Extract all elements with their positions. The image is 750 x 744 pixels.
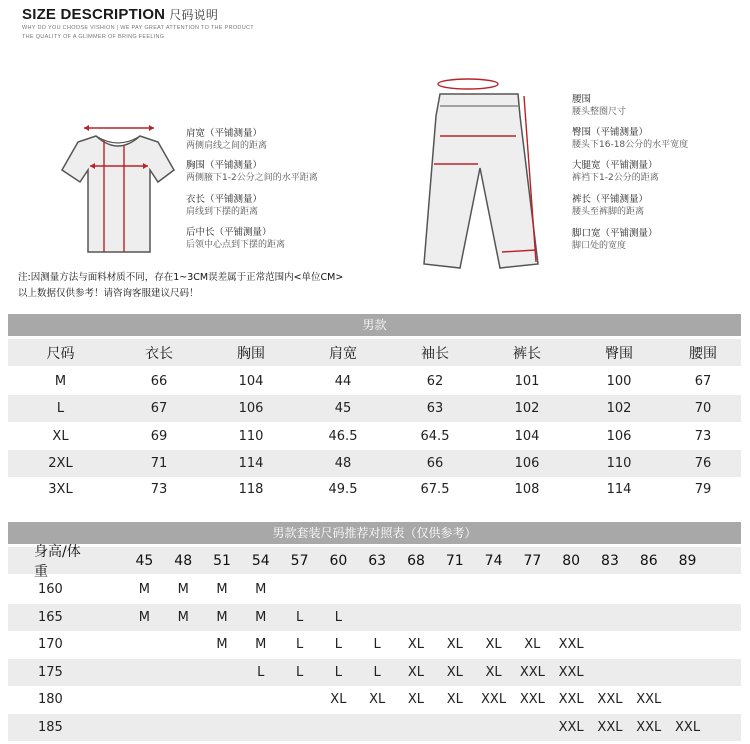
- pants-note-length: [572, 194, 648, 218]
- weight-header-cell: 51: [213, 552, 231, 569]
- size-table-cell: 101: [514, 374, 540, 389]
- size-table-header-cell: 腰围: [689, 345, 717, 362]
- recommend-size-cell: XL: [446, 665, 463, 680]
- size-table-cell: 66: [150, 374, 168, 389]
- pants-note-leg-opening: [572, 228, 658, 252]
- recommend-size-cell: L: [295, 665, 304, 680]
- size-table-cell: 73: [150, 481, 168, 497]
- pants-note-thigh: [572, 160, 659, 184]
- recommend-size-cell: XXL: [597, 720, 623, 735]
- recommend-size-cell: L: [373, 637, 381, 652]
- size-table-cell: 100: [606, 374, 632, 389]
- weight-header-cell: 86: [639, 552, 658, 569]
- pants-note-hip: [572, 127, 688, 151]
- recommend-size-cell: XXL: [636, 692, 662, 707]
- pants-note-leg-opening-title: 脚口宽（平铺测量）: [572, 228, 658, 239]
- recommend-size-cell: L: [334, 637, 342, 652]
- recommend-size-cell: XXL: [519, 692, 545, 707]
- size-table-row: [8, 478, 741, 500]
- recommend-size-cell: M: [255, 637, 267, 652]
- weight-header-cell: 89: [678, 552, 697, 569]
- recommend-size-cell: M: [177, 582, 189, 597]
- header-title-en: SIZE DESCRIPTION: [22, 6, 166, 23]
- height-label: 170: [38, 637, 63, 652]
- height-label: 160: [38, 582, 63, 597]
- recommend-size-cell: L: [334, 665, 342, 680]
- size-table-cell: 45: [334, 401, 352, 416]
- pants-note-leg-opening-desc: 脚口处的宽度: [572, 241, 627, 251]
- recommend-size-cell: XL: [407, 665, 425, 680]
- recommend-size-cell: XXL: [558, 692, 584, 707]
- size-table-cell: 64.5: [420, 429, 450, 444]
- shirt-note-chest: [186, 160, 318, 184]
- recommend-size-cell: M: [138, 610, 150, 625]
- pants-note-length-title: 裤长（平铺测量）: [572, 194, 649, 205]
- recommend-size-cell: M: [138, 582, 150, 597]
- recommend-size-cell: XXL: [519, 665, 545, 680]
- weight-header-cell: 83: [601, 552, 619, 569]
- pants-note-hip-title: 臀围（平铺测量）: [572, 127, 649, 138]
- height-label: 175: [38, 665, 63, 680]
- weight-header-cell: 74: [484, 552, 503, 569]
- size-table-cell: 73: [694, 429, 712, 444]
- recommend-table-title: 男款套装尺码推荐对照表（仅供参考）: [8, 522, 741, 544]
- recommend-row: [8, 714, 741, 741]
- recommend-size-cell: XL: [446, 692, 463, 707]
- size-table-cell: 49.5: [328, 481, 358, 497]
- size-table-cell: 110: [606, 456, 632, 471]
- size-table-header-cell: 肩宽: [329, 345, 357, 362]
- recommend-size-cell: XXL: [675, 720, 701, 735]
- recommend-size-cell: M: [216, 582, 228, 597]
- recommend-size-cell: L: [295, 610, 304, 625]
- header-subtitle-2: THE QUALITY OF A GLIMMER OF BRING FEELING: [22, 34, 165, 40]
- shirt-note-shoulder-desc: 两侧肩线之间的距离: [186, 141, 268, 151]
- recommend-size-cell: M: [216, 610, 228, 625]
- size-table-row: [8, 450, 741, 477]
- size-table-row: [8, 368, 741, 395]
- shirt-note-shoulder: [186, 128, 267, 152]
- recommend-size-cell: M: [216, 637, 228, 652]
- weight-header-cell: 77: [523, 552, 542, 569]
- recommend-size-cell: XXL: [597, 692, 623, 707]
- notice-line-2: 以上数据仅供参考！请咨询客服建议尺码！: [18, 288, 199, 299]
- size-table-cell: 2XL: [48, 456, 73, 471]
- size-description-header: [22, 6, 254, 41]
- size-table-cell: 48: [334, 456, 352, 471]
- tshirt-diagram: [58, 112, 178, 262]
- recommend-size-cell: XL: [446, 637, 463, 652]
- size-table-cell: 102: [514, 401, 540, 416]
- recommend-size-cell: L: [257, 665, 265, 680]
- weight-header-cell: 63: [368, 552, 387, 569]
- size-table-cell: 118: [238, 481, 264, 497]
- recommend-row: [8, 686, 741, 713]
- size-table-cell: 106: [238, 401, 264, 416]
- pants-note-waist-desc: 腰头整圈尺寸: [572, 107, 627, 117]
- header-subtitle-1: WHY DO YOU CHOOSE VISHION | WE PAY GREAT ATTENTION TO THE PRODUCT: [22, 25, 254, 31]
- recommend-size-cell: XL: [330, 692, 347, 707]
- height-label: 185: [38, 720, 63, 735]
- shirt-note-length-desc: 肩线到下摆的距离: [186, 207, 259, 217]
- pants-note-thigh-desc: 裤裆下1-2公分的距离: [572, 173, 659, 183]
- size-table-cell: 79: [694, 481, 712, 497]
- height-label: 165: [38, 610, 63, 625]
- size-table-header-cell: 尺码: [46, 345, 75, 362]
- size-table-row: [8, 395, 741, 422]
- shirt-note-shoulder-title: 肩宽（平铺测量）: [186, 128, 263, 139]
- size-table-cell: 46.5: [328, 429, 358, 444]
- weight-header-cell: 45: [135, 552, 154, 569]
- shirt-note-back-length: [186, 227, 285, 251]
- size-table-header-cell: 臀围: [605, 345, 633, 362]
- weight-header-cell: 68: [407, 552, 425, 569]
- recommend-row: [8, 604, 741, 631]
- size-table-header-row: [8, 339, 741, 366]
- recommend-size-cell: XL: [485, 665, 502, 680]
- pants-note-hip-desc: 腰头下16-18公分的水平宽度: [572, 140, 689, 150]
- pants-note-length-desc: 腰头至裤脚的距离: [572, 207, 645, 217]
- pants-note-waist-title: 腰围: [572, 94, 592, 105]
- size-table-cell: 110: [238, 429, 264, 444]
- recommend-size-cell: XXL: [481, 692, 507, 707]
- height-weight-corner: 身高/体重: [34, 543, 81, 580]
- size-table-header-cell: 胸围: [237, 345, 265, 362]
- size-table-cell: 69: [150, 429, 168, 444]
- pants-note-thigh-title: 大腿宽（平铺测量）: [572, 160, 658, 171]
- shirt-note-length: [186, 194, 262, 218]
- size-table-cell: 114: [606, 481, 632, 497]
- recommend-size-cell: M: [255, 610, 267, 625]
- recommend-size-cell: M: [255, 582, 267, 597]
- size-table-cell: XL: [52, 429, 69, 444]
- recommend-size-cell: XL: [485, 637, 502, 652]
- recommend-size-cell: M: [177, 610, 189, 625]
- weight-header-cell: 54: [251, 552, 270, 569]
- size-table-cell: 63: [426, 401, 444, 416]
- pants-diagram: [420, 76, 560, 276]
- recommend-size-cell: XL: [524, 637, 541, 652]
- shirt-note-length-title: 衣长（平铺测量）: [186, 194, 263, 205]
- recommend-size-cell: XL: [369, 692, 386, 707]
- size-table-cell: 104: [238, 374, 264, 389]
- pants-note-waist: [572, 94, 626, 118]
- notice-line-1: 注:因测量方法与面料材质不同，存在1~3CM误差属于正常范围内<单位CM>: [18, 272, 344, 283]
- size-table-cell: 62: [426, 374, 444, 389]
- weight-header-cell: 57: [290, 552, 309, 569]
- shirt-note-chest-desc: 两侧腋下1-2公分之间的水平距离: [186, 173, 318, 183]
- size-table-cell: 114: [238, 456, 264, 471]
- recommend-size-cell: XL: [407, 692, 425, 707]
- size-table-header-cell: 裤长: [513, 345, 541, 362]
- size-table-cell: 70: [694, 401, 712, 416]
- size-table-cell: 76: [694, 456, 712, 471]
- shirt-note-chest-title: 胸围（平铺测量）: [186, 160, 263, 171]
- weight-header-cell: 80: [562, 552, 581, 569]
- size-table-cell: M: [54, 374, 67, 389]
- size-table-cell: 106: [606, 429, 632, 444]
- header-title-cn: 尺码说明: [169, 8, 219, 22]
- size-table-cell: 104: [514, 429, 540, 444]
- size-table-cell: L: [56, 401, 65, 416]
- size-table-header-cell: 袖长: [421, 345, 449, 362]
- header-title: [22, 6, 254, 23]
- recommend-size-cell: XXL: [558, 637, 584, 652]
- size-table-cell: 71: [150, 456, 168, 471]
- size-table-cell: 44: [334, 374, 352, 389]
- weight-header-cell: 60: [329, 552, 348, 569]
- size-table-title: 男款: [8, 314, 741, 336]
- recommend-header-row: [8, 543, 741, 580]
- recommend-size-cell: XXL: [558, 720, 584, 735]
- size-table-cell: 67.5: [420, 481, 450, 497]
- weight-header-cell: 71: [445, 552, 464, 569]
- size-table-cell: 3XL: [48, 481, 73, 497]
- shirt-note-back-length-desc: 后领中心点到下摆的距离: [186, 240, 286, 250]
- weight-header-cell: 48: [174, 552, 193, 569]
- height-label: 180: [38, 692, 63, 707]
- size-table-cell: 106: [514, 456, 540, 471]
- size-table-cell: 67: [694, 374, 712, 389]
- shirt-note-back-length-title: 后中长（平铺测量）: [186, 227, 272, 238]
- measurement-notice: [18, 270, 343, 302]
- size-table-cell: 108: [514, 481, 540, 497]
- size-table-row: [8, 423, 741, 450]
- recommend-row: [8, 631, 741, 658]
- recommend-size-cell: L: [373, 665, 381, 680]
- size-table-header-cell: 衣长: [145, 345, 173, 362]
- recommend-size-cell: XXL: [558, 665, 584, 680]
- recommend-size-cell: XXL: [636, 720, 662, 735]
- recommend-row: [8, 659, 741, 686]
- size-table-cell: 67: [150, 401, 168, 416]
- size-table-cell: 102: [606, 401, 632, 416]
- recommend-row: [8, 576, 741, 603]
- recommend-size-cell: L: [334, 610, 342, 625]
- recommend-size-cell: L: [295, 637, 304, 652]
- size-table-cell: 66: [426, 456, 444, 471]
- recommend-size-cell: XL: [407, 637, 425, 652]
